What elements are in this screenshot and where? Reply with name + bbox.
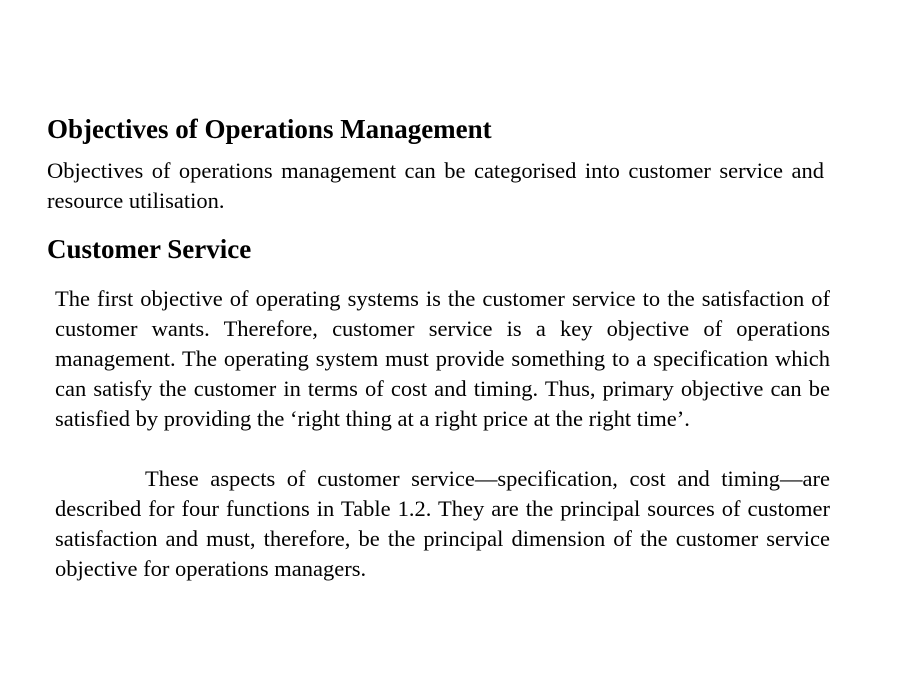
- section-heading-objectives: Objectives of Operations Management: [47, 114, 492, 144]
- customer-service-paragraph-1: The first objective of operating systems is the customer service to the satisfaction of customer wants. Therefore, customer service is a key objective of operations management. The operating system must provide something to a specification which can satisfy the customer in terms of cost and timing. Thus, primary objective can be satisfied by providing the ‘right thing at a right price at the right time’.: [55, 286, 830, 431]
- intro-paragraph: Objectives of operations management can be categorised into customer service and resource utilisation.: [47, 158, 824, 213]
- customer-service-paragraph-2: These aspects of customer service—specification, cost and timing—are described for four functions in Table 1.2. They are the principal sources of customer satisfaction and must, therefore, be the principal dimension of the customer service objective for operations managers.: [55, 466, 830, 581]
- section-heading-customer-service: Customer Service: [47, 234, 252, 264]
